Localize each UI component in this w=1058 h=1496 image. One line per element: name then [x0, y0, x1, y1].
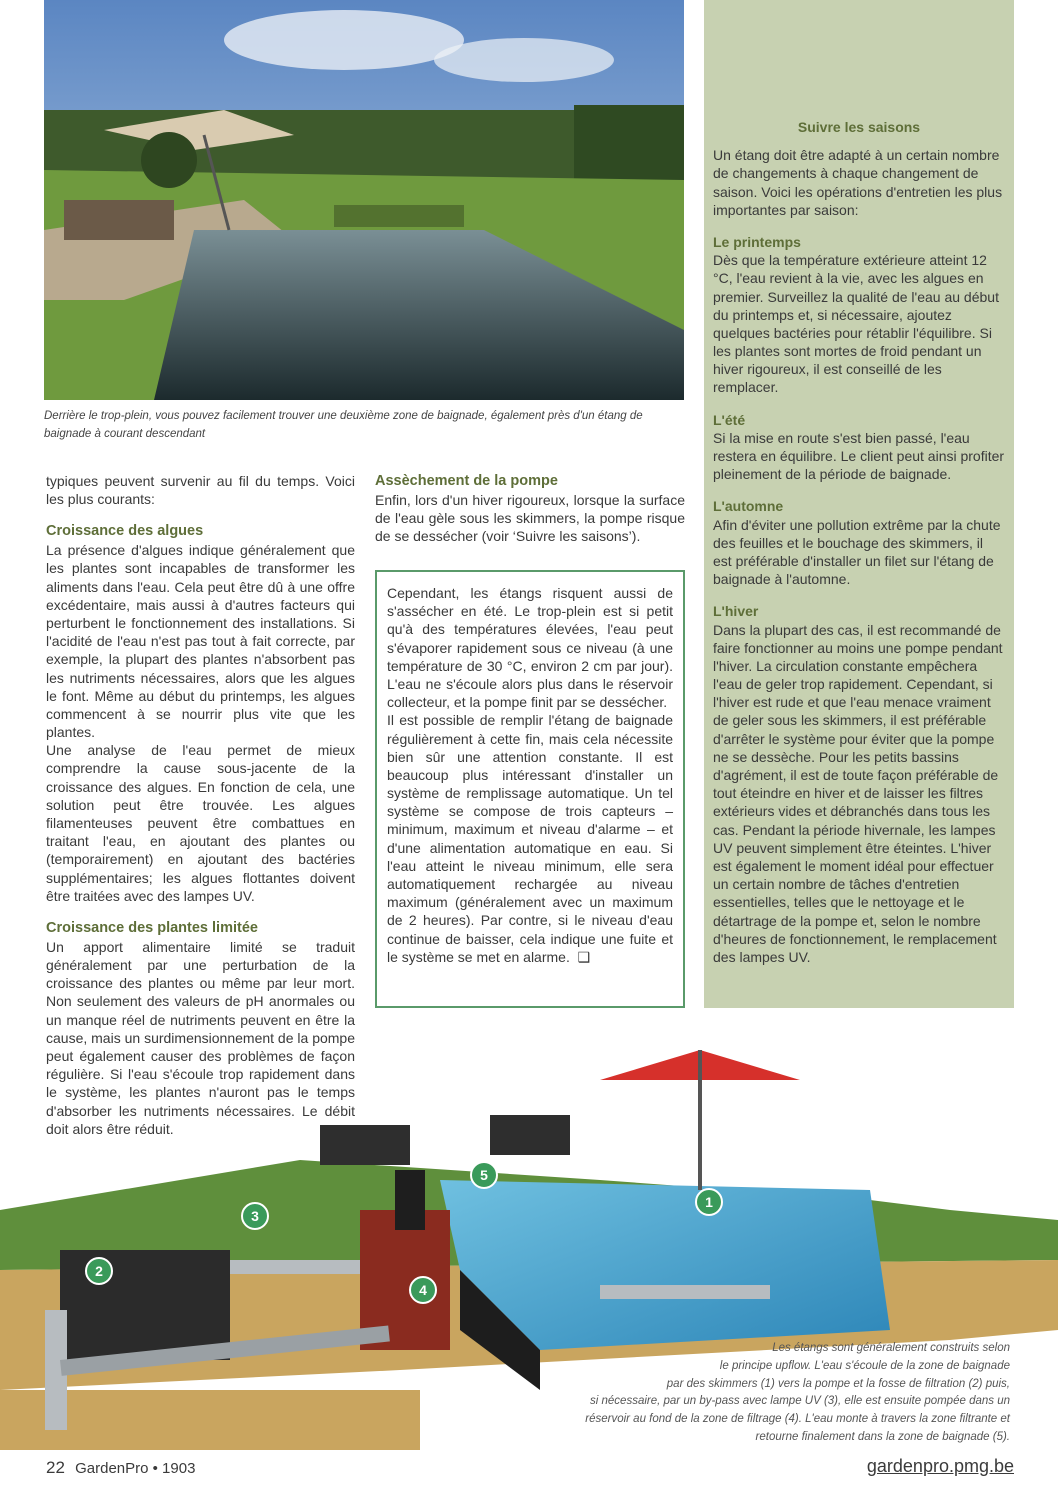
sidebar-seasons	[704, 0, 1014, 1008]
diagram-label-4	[410, 1277, 436, 1303]
paragraph-algae-1: La présence d'algues indique généralement que les plantes sont incapables de transformer les aliments dans l'eau. Cela peut être dû à une offre excédentaire, mais aussi à d'autres facteurs qui perturbent le fonctionnement des installations. Si l'acidité de l'eau n'est pas tout à fait correcte, par exemple, la plupart des plantes n'absorbent pas les nutriments nécessaires, alors que les algues le font. Même au début du printemps, les algues commencent à se nourrir plus vite que les plantes.	[46, 542, 355, 741]
svg-text:2: 2	[95, 1263, 103, 1279]
season-heading-winter: L'hiver	[713, 603, 759, 620]
season-text-spring: Dès que la température extérieure atteint 12 °C, l'eau revient à la vie, avec les algues en premier. Surveillez la qualité de l'eau au début du printemps et, si nécessaire, ajoutez quelques bactéries pour rétablir l'équilibre. Si les plantes sont mortes de froid pendant un hiver rigoureux, il est conseillé de les remplacer.	[713, 252, 999, 396]
season-text-winter: Dans la plupart des cas, il est recommandé de faire fonctionner au moins une pompe pendant l'hiver. La circulation constante empêchera l'eau de geler trop rapidement. Cependant, si l'hiver est rude et que l'eau menace vraiment de geler sous les skimmers, il est préférable d'arrêter le système pour éviter que la pompe ne se dessèche. Pour les petits bassins d'agrément, il est de toute façon préférable de tout éteindre en hiver et de laisser les filtres extérieurs vides et débranchés dans tous les cas. Pendant la période hivernale, les lampes UV peuvent simplement être éteintes. L'hiver est également le moment idéal pour effectuer un certain nombre de tâches d'entretien essentielles, telles que le nettoyage et le détartrage de la pompe et, selon le nombre d'heures de fonctionnement, le remplacement des lampes UV.	[713, 621, 1003, 965]
paragraph-algae-2: Une analyse de l'eau permet de mieux comprendre la cause sous-jacente de la croissance des algues. En fonction de cela, une solution peut être trouvée. Les algues filamenteuses peuvent être combattues en traitant l'eau, en ajoutant des plantes ou (temporairement) en ajoutant des bactéries supplémentaires; les algues flottantes doivent être traitées avec des lampes UV.	[46, 742, 355, 904]
end-mark-icon: ❑	[577, 948, 591, 965]
diagram-label-3	[242, 1203, 268, 1229]
season-text-autumn: Afin d'éviter une pollution extrême par la chute des feuilles et le bouchage des skimmers, il est préférable d'installer un filet sur l'étang de baignade à l'automne.	[713, 516, 1001, 588]
diagram-label-2	[86, 1258, 112, 1284]
heading-algae-growth: Croissance des algues	[46, 523, 204, 540]
season-heading-summer: L'été	[713, 411, 746, 428]
paragraph-plant-growth: Un apport alimentaire limité se traduit généralement par une perturbation de la croissance des plantes ou même par leur mort. Non seulement des valeurs de pH anormales ou un manque réel de nutriments peuvent en être la cause, mais un surdimensionnement de la pompe peut également causer des problèmes de façon régulière. Si l'eau s'écoule trop rapidement dans le système, les plantes n'auront pas le temps d'absorber les nutriments nécessaires. Le débit doit alors être réduit.	[46, 938, 355, 1137]
svg-text:1: 1	[705, 1194, 713, 1210]
diagram-caption-line: si nécessaire, par un by-pass avec lampe UV (3), elle est ensuite pompée dans un	[590, 1395, 1010, 1408]
diagram-label-1	[696, 1189, 722, 1215]
paragraph-pump-drying: Enfin, lors d'un hiver rigoureux, lorsque la surface de l'eau gèle sous les skimmers, la pompe risque de se dessécher (voir ‘Suivre les saisons’).	[375, 491, 685, 545]
diagram-caption-line: par des skimmers (1) vers la pompe et la fosse de filtration (2) puis,	[666, 1377, 1010, 1390]
magazine-issue: GardenPro • 1903	[75, 1460, 196, 1477]
diagram-caption-line: retourne finalement dans la zone de baignade (5).	[755, 1431, 1010, 1444]
diagram-caption-line: Les étangs sont généralement construits selon	[772, 1342, 1010, 1354]
svg-text:4: 4	[419, 1282, 427, 1298]
garden-pond-photo	[44, 0, 684, 400]
diagram-caption	[470, 1340, 1010, 1447]
svg-text:5: 5	[480, 1167, 488, 1183]
page-number: 22	[46, 1458, 65, 1477]
season-heading-autumn: L'automne	[713, 498, 784, 515]
info-box	[375, 570, 685, 1008]
heading-plant-growth: Croissance des plantes limitée	[46, 919, 258, 936]
article-column-2	[375, 472, 685, 545]
sidebar-title: Suivre les saisons	[797, 119, 921, 135]
sidebar-intro: Un étang doit être adapté à un certain nombre de changements à chaque changement de saison. Voici les opérations d'entretien les plus importantes par saison:	[713, 147, 1003, 218]
box-paragraph-2: Il est possible de remplir l'étang de baignade régulièrement à cette fin, mais cela nécessite bien sûr une attention constante. Il est beaucoup plus intéressant d'installer un système de remplissage automatique. Un tel système se compose de trois capteurs – minimum, maximum et niveau d'alarme – et d'une alimentation automatique en eau. Si l'eau atteint le niveau minimum, elle sera automatiquement rechargée au niveau maximum (généralement avec un maximum de 2 heures). Par contre, si le niveau d'eau continue de baisser, cela indique une fuite et le système se met en alarme.	[387, 712, 673, 965]
season-text-summer: Si la mise en route s'est bien passé, l'eau restera en équilibre. Le client peut ainsi profiter pleinement de la période de baignade.	[713, 429, 1005, 483]
page-footer-left	[46, 1458, 195, 1478]
photo-caption: Derrière le trop-plein, vous pouvez facilement trouver une deuxième zone de baignade, également près d'un étang de baignade à courant descendant	[44, 410, 643, 440]
diagram-caption-line: le principe upflow. L'eau s'écoule de la zone de baignade	[719, 1359, 1010, 1372]
diagram-label-5	[471, 1162, 497, 1188]
heading-pump-drying: Assèchement de la pompe	[375, 473, 558, 489]
column-intro: typiques peuvent survenir au fil du temps. Voici les plus courants:	[46, 473, 355, 508]
diagram-caption-line: réservoir au fond de la zone de filtrage (4). L'eau monte à travers la zone filtrante et	[585, 1413, 1010, 1426]
svg-text:3: 3	[251, 1208, 259, 1224]
season-heading-spring: Le printemps	[713, 233, 801, 250]
box-paragraph-1: Cependant, les étangs risquent aussi de s'assécher en été. Le trop-plein est si petit qu'à des températures élevées, l'eau peut s'évaporer rapidement sous ce niveau (à une température de 30 °C, environ 2 cm par jour). L'eau ne s'écoule alors plus dans le réservoir collecteur, et la pompe finit par se dessécher.	[387, 585, 673, 711]
website-link[interactable]: gardenpro.pmg.be	[866, 1456, 1014, 1476]
